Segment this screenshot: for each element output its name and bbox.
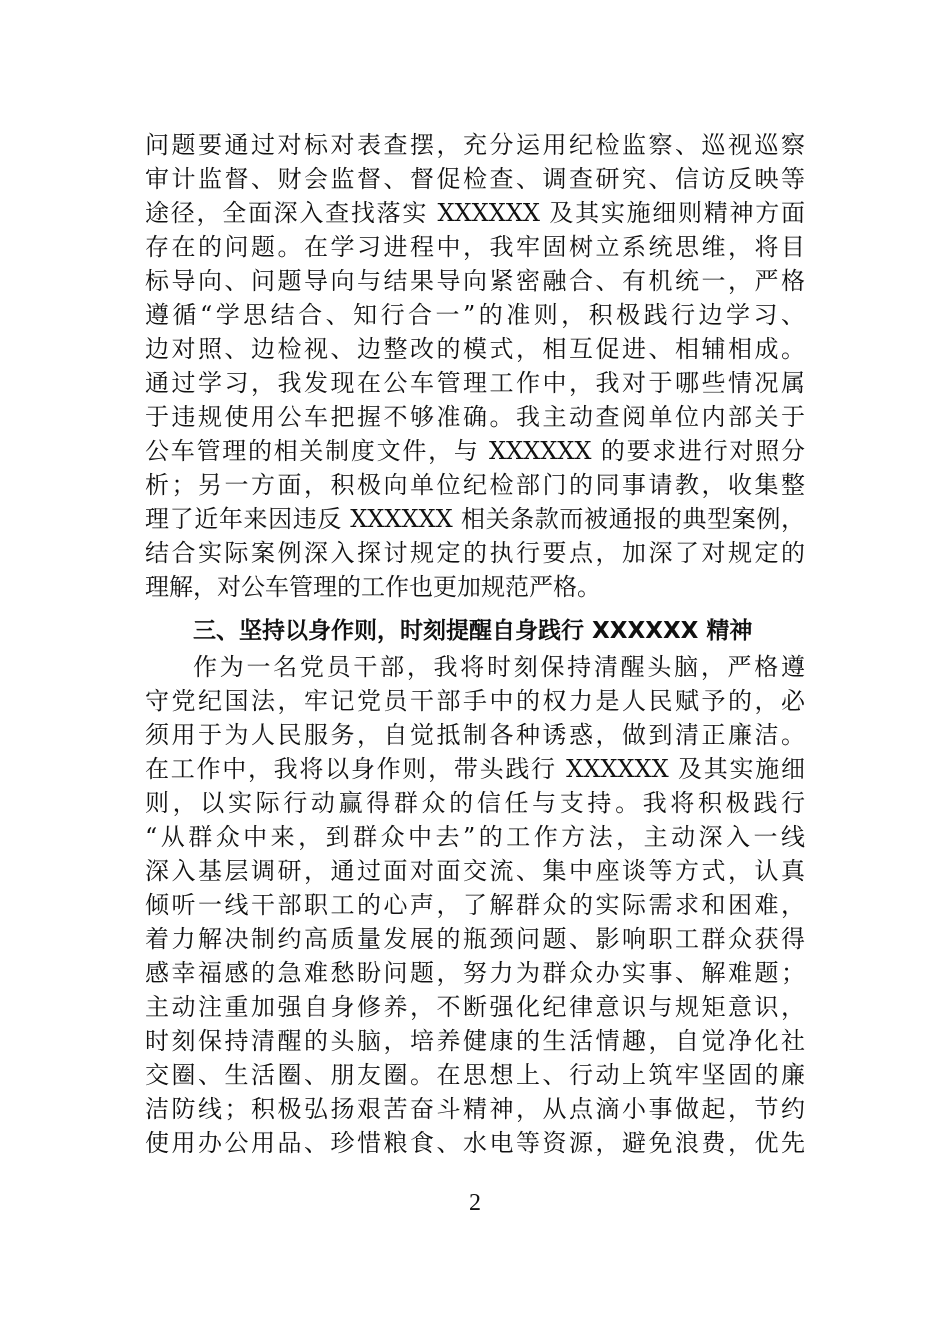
text-line: 公车管理的相关制度文件，与 XXXXXX 的要求进行对照分 — [145, 437, 805, 465]
text-line: “从群众中来，到群众中去”的工作方法，主动深入一线 — [145, 823, 805, 851]
text-line: 倾听一线干部职工的心声，了解群众的实际需求和困难， — [145, 891, 805, 919]
text-line: 守党纪国法，牢记党员干部手中的权力是人民赋予的，必 — [145, 687, 805, 715]
text-line: 理解，对公车管理的工作也更加规范严格。 — [145, 573, 601, 601]
text-line: 通过学习，我发现在公车管理工作中，我对于哪些情况属 — [145, 369, 805, 397]
text-line: 洁防线；积极弘扬艰苦奋斗精神，从点滴小事做起，节约 — [145, 1095, 805, 1123]
text-line: 主动注重加强自身修养，不断强化纪律意识与规矩意识， — [145, 993, 805, 1021]
text-line: 存在的问题。在学习进程中，我牢固树立系统思维，将目 — [145, 233, 805, 261]
text-line: 问题要通过对标对表查摆，充分运用纪检监察、巡视巡察 — [145, 131, 805, 159]
section-heading: 三、坚持以身作则，时刻提醒自身践行 XXXXXX 精神 — [193, 618, 753, 644]
text-line: 审计监督、财会监督、督促检查、调查研究、信访反映等 — [145, 165, 805, 193]
text-line: 则，以实际行动赢得群众的信任与支持。我将积极践行 — [145, 789, 805, 817]
text-line: 交圈、生活圈、朋友圈。在思想上、行动上筑牢坚固的廉 — [145, 1061, 805, 1089]
text-line: 边对照、边检视、边整改的模式，相互促进、相辅相成。 — [145, 335, 805, 363]
text-line: 作为一名党员干部，我将时刻保持清醒头脑，严格遵 — [193, 653, 805, 681]
text-line: 析；另一方面，积极向单位纪检部门的同事请教，收集整 — [145, 471, 805, 499]
text-line: 遵循“学思结合、知行合一”的准则，积极践行边学习、 — [145, 301, 805, 329]
page-number: 2 — [469, 1190, 481, 1216]
text-line: 时刻保持清醒的头脑，培养健康的生活情趣，自觉净化社 — [145, 1027, 805, 1055]
text-line: 感幸福感的急难愁盼问题，努力为群众办实事、解难题； — [145, 959, 805, 987]
text-line: 在工作中，我将以身作则，带头践行 XXXXXX 及其实施细 — [145, 755, 805, 783]
text-line: 须用于为人民服务，自觉抵制各种诱惑，做到清正廉洁。 — [145, 721, 805, 749]
text-line: 深入基层调研，通过面对面交流、集中座谈等方式，认真 — [145, 857, 805, 885]
text-line: 使用办公用品、珍惜粮食、水电等资源，避免浪费，优先 — [145, 1129, 805, 1157]
text-line: 于违规使用公车把握不够准确。我主动查阅单位内部关于 — [145, 403, 805, 431]
text-line: 标导向、问题导向与结果导向紧密融合、有机统一，严格 — [145, 267, 805, 295]
text-line: 途径，全面深入查找落实 XXXXXX 及其实施细则精神方面 — [145, 199, 805, 227]
text-line: 着力解决制约高质量发展的瓶颈问题、影响职工群众获得 — [145, 925, 805, 953]
text-line: 结合实际案例深入探讨规定的执行要点，加深了对规定的 — [145, 539, 805, 567]
text-line: 理了近年来因违反 XXXXXX 相关条款而被通报的典型案例， — [145, 505, 805, 533]
